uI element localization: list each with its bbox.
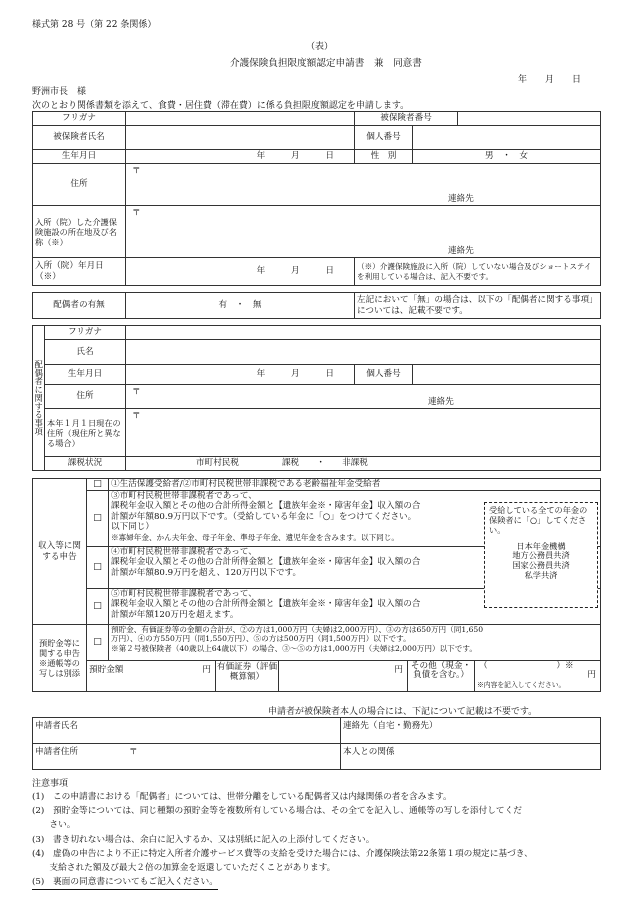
savings-text: 預貯金、有価証券等の金額の合計が、②の方は1,000万円（夫婦は2,000万円）、③の方は650万円（同1,650 万円）、④の方550万円（同1,550万円）、⑤の方は500万円（同1,500万円）以下です。 ※第２号被保険者（40歳以上64歳以下）の場合、③～⑤の方は1,000万円（夫婦は2,000万円）以下です。 (109, 625, 601, 661)
note-item: (4) 虚偽の申告により不正に特定入所者介護サービス費等の支給を受けた場合には、介護保険法第22条第１項の規定に基づき、 (32, 848, 533, 859)
spouse-personal-number-field[interactable] (413, 365, 601, 385)
sex-label: 性 別 (355, 150, 413, 164)
deposit-yen: 円 (202, 665, 211, 675)
spouse-name-label: 氏名 (45, 340, 126, 365)
income-opt3-checkbox[interactable]: □ (87, 491, 109, 547)
spouse-furigana-label: フリガナ (45, 326, 126, 340)
other-yen: 円 (587, 670, 596, 680)
income-opt4-checkbox[interactable]: □ (87, 547, 109, 589)
notes-heading: 注意事項 (32, 779, 69, 789)
form-number: 様式第 28 号（第 22 条関係） (32, 20, 157, 30)
income-opt3-text: ③市町村民税世帯非課税者であって、 課税年金収入額とその他の合計所得金額と【遺族年金※・障害年金】収入額の合 計額が年額80.9万円以下です。（受給している年金に「○」をつけてください。 以下同じ） ※寡婦年金、かん夫年金、母子年金、準母子年金、遺児年金を含みます。以下同じ。 (109, 491, 601, 547)
application-date: 年 月 日 (518, 75, 582, 85)
spouse-birthdate-field[interactable]: 年 月 日 (126, 365, 355, 385)
insured-number-label: 被保険者番号 (355, 112, 458, 126)
spouse-table (32, 325, 601, 471)
pension-insurer-note: 受給している全ての年金の保険者に「○」してください。 (489, 505, 588, 535)
notes-list (32, 790, 533, 890)
pension-insurer-item[interactable]: 私学共済 (524, 570, 558, 581)
spouse-jan1-address-label: 本年１月１日現在の住所（現住所と異なる場合） (45, 409, 126, 457)
applicant-address-label: 申請者住所 (35, 747, 78, 757)
pension-insurer-item[interactable]: 国家公務員共済 (512, 560, 570, 571)
pension-insurer-box (484, 502, 598, 608)
deposit-amount-field[interactable] (87, 661, 216, 691)
postal-mark: 〒 (132, 411, 141, 421)
insured-person-table (32, 111, 601, 319)
applicant-contact-field[interactable] (341, 718, 601, 744)
insured-number-field[interactable] (458, 112, 601, 126)
applicant-note: 申請者が被保険者本人の場合には、下記について記載は不要です。 (268, 707, 538, 717)
spouse-note: 左記において「無」の場合は、以下の「配偶者に関する事項」については、記載不要です。 (355, 293, 601, 319)
securities-amount-field[interactable] (279, 661, 408, 691)
spouse-personal-number-label: 個人番号 (355, 365, 413, 385)
facility-address-label: 入所（院）した介護保険施設の所在地及び名称（※） (33, 206, 126, 258)
other-note: ※内容を記入してください。 (477, 681, 566, 689)
other-amount-field[interactable] (475, 661, 600, 691)
admission-date-field[interactable]: 年 月 日 (126, 258, 355, 286)
note-item: さい。 (32, 820, 76, 831)
applicant-relation-label: 本人との関係 (343, 747, 395, 757)
applicant-name-field[interactable] (33, 718, 341, 744)
applicant-relation-field[interactable] (341, 744, 601, 770)
furigana-field[interactable] (126, 112, 355, 126)
savings-label: 預貯金等に関する申告 ※通帳等の写しは別添 (33, 625, 87, 692)
securities-label: 有価証券（評価概算額） (216, 661, 279, 691)
spouse-present-field[interactable]: 有 ・ 無 (126, 293, 355, 319)
front-side-label: （表） (306, 42, 334, 52)
postal-mark: 〒 (129, 747, 138, 757)
pension-insurer-list (489, 542, 593, 581)
address-label: 住所 (33, 164, 126, 206)
pension-insurer-item[interactable]: 日本年金機構 (516, 540, 566, 551)
personal-number-label: 個人番号 (355, 126, 413, 150)
income-opt5-text: ⑤市町村民税世帯非課税者であって、 課税年金収入額とその他の合計所得金額と【遺族年金※・障害年金】収入額の合 計額が年額120万円を超えます。 (109, 589, 601, 625)
addressee: 野洲市長 様 (32, 87, 87, 97)
birthdate-field[interactable]: 年 月 日 (126, 150, 355, 164)
note-item: (3) 書き切れない場合は、余白に記入するか、又は別紙に記入の上添付してください。 (32, 834, 375, 845)
spouse-birthdate-label: 生年月日 (45, 365, 126, 385)
pension-insurer-item[interactable]: 地方公務員共済 (512, 550, 570, 561)
income-opt1-text: ①生活保護受給者/②市町村民税世帯非課税である老齢福祉年金受給者 (109, 479, 601, 491)
spouse-jan1-address-field[interactable] (126, 409, 601, 457)
contact-label: 連絡先 (448, 245, 474, 256)
other-paren: （ ）※ (479, 661, 574, 671)
income-opt1-checkbox[interactable]: □ (87, 479, 109, 491)
tax-status-field[interactable]: 市町村民税 課税 ・ 非課税 (126, 457, 601, 471)
income-opt4-text: ④市町村民税世帯非課税者であって、 課税年金収入額とその他の合計所得金額と【遺族年金※・障害年金】収入額の合 計額が年額80.9万円を超え、120万円以下です。 (109, 547, 601, 589)
facility-address-field[interactable] (126, 206, 601, 258)
spouse-furigana-field[interactable] (126, 326, 601, 340)
spouse-section-label: 配偶者に関する事項 (33, 326, 45, 471)
contact-label: 連絡先 (428, 396, 454, 407)
applicant-address-field[interactable] (33, 744, 341, 770)
securities-yen: 円 (394, 665, 403, 675)
spouse-address-label: 住所 (45, 385, 126, 409)
spacer-row (33, 286, 601, 293)
contact-label: 連絡先 (448, 193, 474, 204)
note-item: (1) この申請書における「配偶者」については、世帯分離をしている配偶者又は内縁関係の者を含みます。 (32, 792, 452, 802)
birthdate-label: 生年月日 (33, 150, 126, 164)
insured-name-field[interactable] (126, 126, 355, 150)
form-title: 介護保険負担限度額認定申請書 兼 同意書 (230, 58, 422, 69)
applicant-name-label: 申請者氏名 (35, 721, 78, 731)
admission-date-label: 入所（院）年月日（※） (33, 258, 126, 286)
intro-text: 次のとおり関係書類を添えて、食費・居住費（滞在費）に係る負担限度額認定を申請します。 (32, 101, 410, 111)
deposit-label: 預貯金額 (89, 665, 124, 675)
postal-mark: 〒 (132, 387, 141, 397)
savings-amounts (87, 661, 601, 692)
note-item: (2) 預貯金等については、同じ種類の預貯金等を複数所有している場合は、その全てを記入し、通帳等の写しを添付してくだ (32, 806, 522, 817)
admission-note: （※）介護保険施設に入所（院）していない場合及びショートステイを利用している場合は、記入不要です。 (355, 258, 601, 286)
savings-checkbox[interactable]: □ (87, 625, 109, 661)
furigana-label: フリガナ (33, 112, 126, 126)
personal-number-field[interactable] (413, 126, 601, 150)
applicant-table (32, 717, 601, 770)
note-item: (5) 裏面の同意書についてもご記入ください。 (32, 875, 218, 890)
spouse-name-field[interactable] (126, 340, 601, 365)
spouse-address-field[interactable] (126, 385, 601, 409)
note-item: 支給された額及び最大２倍の加算金を返還していただくことがあります。 (32, 863, 336, 874)
applicant-contact-label: 連絡先（自宅・勤務先） (343, 721, 438, 731)
postal-mark: 〒 (132, 208, 141, 218)
insured-name-label: 被保険者氏名 (33, 126, 126, 150)
spouse-present-label: 配偶者の有無 (33, 293, 126, 319)
postal-mark: 〒 (132, 166, 141, 176)
address-field[interactable] (126, 164, 601, 206)
income-label: 収入等に関する申告 (33, 479, 87, 625)
tax-status-label: 課税状況 (45, 457, 126, 471)
other-label: その他（現金・負債を含む。） (408, 661, 475, 691)
sex-field[interactable]: 男 ・ 女 (413, 150, 601, 164)
income-opt5-checkbox[interactable]: □ (87, 589, 109, 625)
